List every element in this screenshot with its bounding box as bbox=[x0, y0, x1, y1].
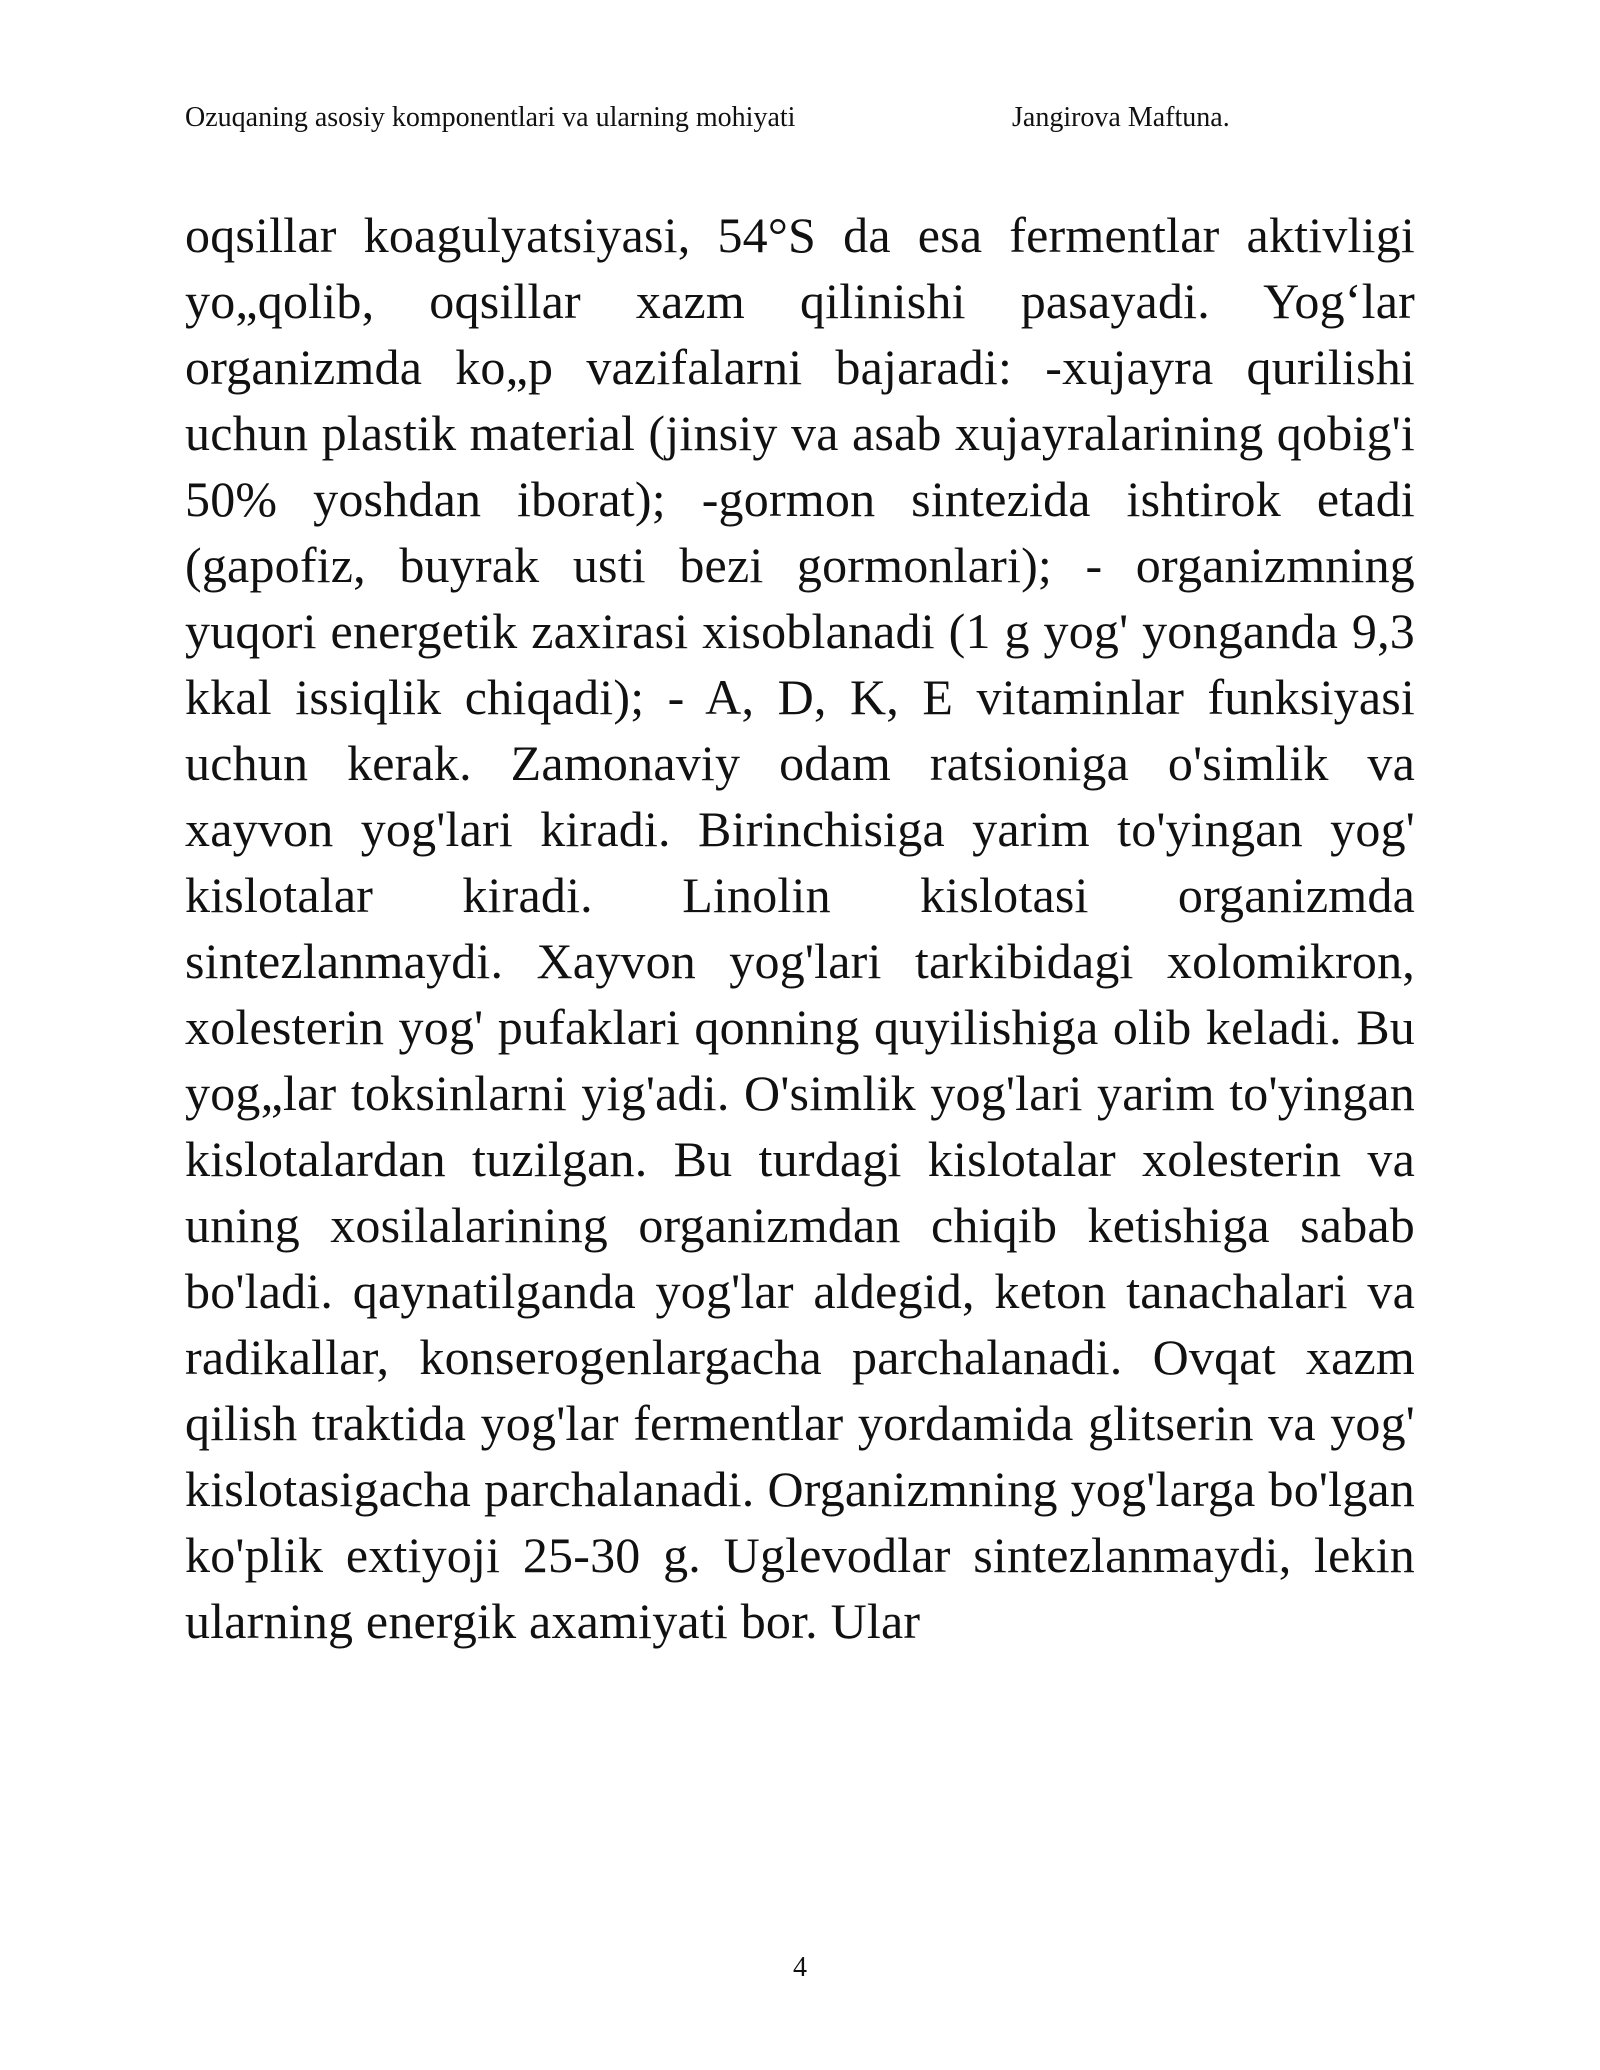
running-header-author: Jangirova Maftuna. bbox=[1012, 102, 1230, 133]
body-paragraph: oqsillar koagulyatsiyasi, 54°S da esa fermentlar aktivligi yo„qolib, oqsillar xazm qilinishi pasayadi. Yog‘lar organizmda ko„p vazifalarni bajaradi: -xujayra qurilishi uchun plastik material (jinsiy va asab xujayralarining qobig'i 50% yoshdan iborat); -gormon sintezida ishtirok etadi (gapofiz, buyrak usti bezi gormonlari); - organizmning yuqori energetik zaxirasi xisoblanadi (1 g yog' yonganda 9,3 kkal issiqlik chiqadi); - A, D, K, E vitaminlar funksiyasi uchun kerak. Zamonaviy odam ratsioniga o'simlik va xayvon yog'lari kiradi. Birinchisiga yarim to'yingan yog' kislotalar kiradi. Linolin kislotasi organizmda sintezlanmaydi. Xayvon yog'lari tarkibidagi xolomikron, xolesterin yog' pufaklari qonning quyilishiga olib keladi. Bu yog„lar toksinlarni yig'adi. O'simlik yog'lari yarim to'yingan kislotalardan tuzilgan. Bu turdagi kislotalar xolesterin va uning xosilalarining organizmdan chiqib ketishiga sabab bo'ladi. qaynatilganda yog'lar aldegid, keton tanachalari va radikallar, konserogenlargacha parchalanadi. Ovqat xazm qilish traktida yog'lar fermentlar yordamida glitserin va yog' kislotasigacha parchalanadi. Organizmning yog'larga bo'lgan ko'plik extiyoji 25-30 g. Uglevodlar sintezlanmaydi, lekin ularning energik axamiyati bor. Ular bbox=[185, 207, 1415, 1649]
page-number: 4 bbox=[793, 1952, 807, 1983]
running-header-title: Ozuqaning asosiy komponentlari va ularning mohiyati bbox=[185, 102, 796, 133]
